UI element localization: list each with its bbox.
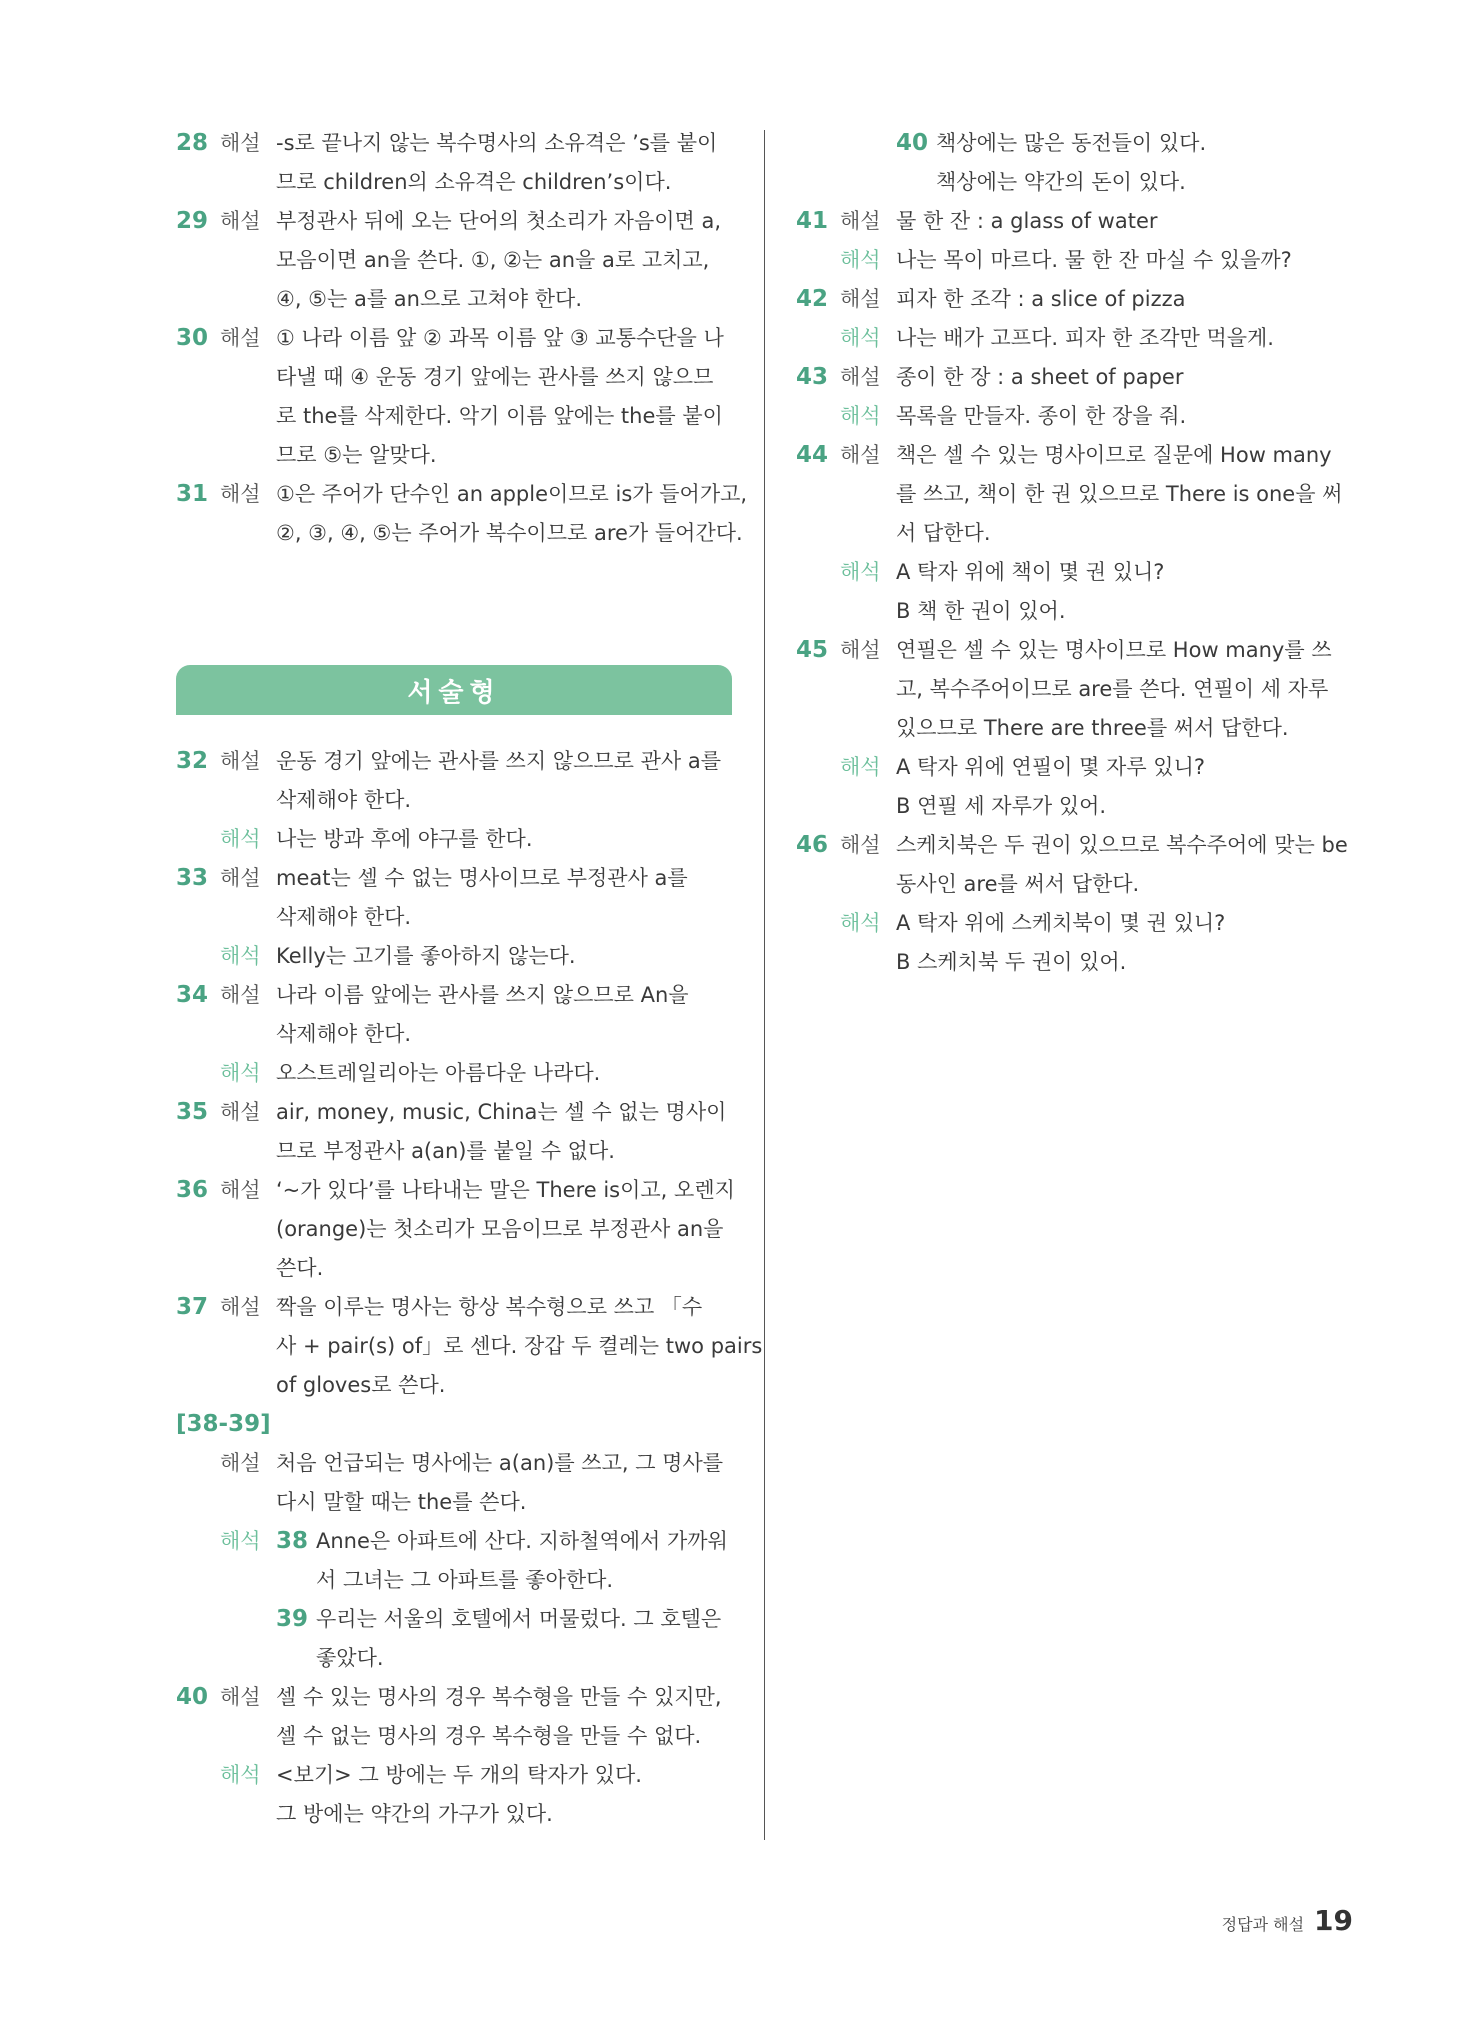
text-line: 처음 언급되는 명사에는 a(an)를 쓰고, 그 명사를 bbox=[276, 1451, 724, 1475]
text-line: 고, 복수주어이므로 are를 쓴다. 연필이 세 자루 bbox=[896, 677, 1329, 701]
question-number: 34 bbox=[176, 982, 209, 1008]
text-line: 스케치북은 두 권이 있으므로 복수주어에 맞는 be bbox=[896, 833, 1348, 857]
text-line: ②, ③, ④, ⑤는 주어가 복수이므로 are가 들어간다. bbox=[276, 521, 743, 545]
explanation-tag: 해설 bbox=[220, 749, 261, 773]
text-line: 운동 경기 앞에는 관사를 쓰지 않으므로 관사 a를 bbox=[276, 749, 722, 773]
question-number: 32 bbox=[176, 748, 209, 774]
text-line: 나는 방과 후에 야구를 한다. bbox=[276, 827, 533, 851]
text-line: 부정관사 뒤에 오는 단어의 첫소리가 자음이면 a, bbox=[276, 209, 722, 233]
answer-entry bbox=[796, 280, 1356, 319]
continued-translation-40 bbox=[796, 124, 1356, 202]
explanation-tag: 해설 bbox=[220, 1100, 261, 1124]
text-line: (orange)는 첫소리가 모음이므로 부정관사 an을 bbox=[276, 1217, 724, 1241]
explanation-tag: 해설 bbox=[220, 1295, 261, 1319]
text-line: 모음이면 an을 쓴다. ①, ②는 an을 a로 고치고, bbox=[276, 248, 710, 272]
explanation-tag: 해설 bbox=[220, 983, 261, 1007]
text-line: of gloves로 쓴다. bbox=[276, 1373, 446, 1397]
question-number: 33 bbox=[176, 865, 209, 891]
text-line: B 스케치북 두 권이 있어. bbox=[896, 950, 1127, 974]
text-line: A 탁자 위에 책이 몇 권 있니? bbox=[896, 560, 1165, 584]
explanation-tag: 해설 bbox=[220, 866, 261, 890]
group-heading: [38-39] bbox=[176, 1411, 271, 1437]
text-line: 셀 수 없는 명사의 경우 복수형을 만들 수 없다. bbox=[276, 1724, 702, 1748]
translation-row bbox=[796, 397, 1356, 436]
question-number: 31 bbox=[176, 481, 209, 507]
translation-tag: 해석 bbox=[220, 827, 261, 851]
translation-row bbox=[796, 241, 1356, 280]
explanation-tag: 해설 bbox=[840, 287, 881, 311]
explanation-tag: 해설 bbox=[840, 833, 881, 857]
group-explanation bbox=[176, 1444, 736, 1522]
text-line: 좋았다. bbox=[316, 1646, 384, 1670]
left-bottom-entries bbox=[176, 742, 763, 1405]
text-line: 오스트레일리아는 아름다운 나라다. bbox=[276, 1061, 601, 1085]
text-line: 목록을 만들자. 종이 한 장을 줘. bbox=[896, 404, 1187, 428]
text-line: 셀 수 있는 명사의 경우 복수형을 만들 수 있지만, bbox=[276, 1685, 722, 1709]
question-number: 28 bbox=[176, 130, 209, 156]
question-number: 37 bbox=[176, 1294, 209, 1320]
question-number: 40 bbox=[176, 1684, 209, 1710]
translation-tag: 해석 bbox=[220, 1763, 261, 1787]
text-line: A 탁자 위에 스케치북이 몇 권 있니? bbox=[896, 911, 1226, 935]
text-line: 쓴다. bbox=[276, 1256, 324, 1280]
text-line: 다시 말할 때는 the를 쓴다. bbox=[276, 1490, 527, 1514]
answer-entry bbox=[796, 631, 1356, 748]
translation-row bbox=[796, 319, 1356, 358]
column-divider bbox=[764, 130, 765, 1840]
explanation-tag: 해설 bbox=[220, 326, 261, 350]
translation-tag: 해석 bbox=[840, 560, 881, 584]
translation-row bbox=[176, 820, 736, 859]
translation-row bbox=[796, 553, 1356, 631]
question-number: 43 bbox=[796, 364, 829, 390]
explanation-tag: 해설 bbox=[220, 131, 261, 155]
question-number: 29 bbox=[176, 208, 209, 234]
text-line: 삭제해야 한다. bbox=[276, 905, 412, 929]
translation-row bbox=[796, 748, 1356, 826]
answer-entry bbox=[176, 319, 736, 475]
explanation-tag: 해설 bbox=[840, 638, 881, 662]
text-line: 므로 부정관사 a(an)를 붙일 수 없다. bbox=[276, 1139, 615, 1163]
text-line: 짝을 이루는 명사는 항상 복수형으로 쓰고 「수 bbox=[276, 1295, 703, 1319]
left-bottom-column bbox=[176, 742, 763, 1834]
text-line: 므로 children의 소유격은 children’s이다. bbox=[276, 170, 672, 194]
page-number: 19 bbox=[1314, 1904, 1353, 1937]
answer-entry bbox=[176, 976, 736, 1054]
right-entries bbox=[796, 202, 1356, 982]
answer-entry-40 bbox=[176, 1678, 736, 1756]
text-line: B 연필 세 자루가 있어. bbox=[896, 794, 1107, 818]
text-line: 동사인 are를 써서 답한다. bbox=[896, 872, 1140, 896]
explanation-tag: 해설 bbox=[840, 443, 881, 467]
text-line: 타낼 때 ④ 운동 경기 앞에는 관사를 쓰지 않으므 bbox=[276, 365, 714, 389]
translation-tag: 해석 bbox=[840, 248, 881, 272]
item-number: 38 bbox=[276, 1528, 309, 1554]
explanation-tag: 해설 bbox=[840, 209, 881, 233]
footer-label: 정답과 해설 bbox=[1221, 1915, 1305, 1934]
explanation-tag: 해설 bbox=[220, 1178, 261, 1202]
answer-entry bbox=[796, 202, 1356, 241]
text-line: A 탁자 위에 연필이 몇 자루 있니? bbox=[896, 755, 1205, 779]
translation-tag: 해석 bbox=[220, 1529, 261, 1553]
item-number: 40 bbox=[896, 130, 929, 156]
right-column bbox=[796, 124, 1356, 982]
explanation-tag: 해설 bbox=[220, 482, 261, 506]
text-line: 서 그녀는 그 아파트를 좋아한다. bbox=[316, 1568, 614, 1592]
text-line: 나는 배가 고프다. 피자 한 조각만 먹을게. bbox=[896, 326, 1274, 350]
text-line: ① 나라 이름 앞 ② 과목 이름 앞 ③ 교통수단을 나 bbox=[276, 326, 724, 350]
question-number: 35 bbox=[176, 1099, 209, 1125]
text-line: 므로 ⑤는 알맞다. bbox=[276, 443, 437, 467]
text-line: 물 한 잔 : a glass of water bbox=[896, 209, 1158, 233]
translation-tag: 해석 bbox=[840, 755, 881, 779]
text-line: 종이 한 장 : a sheet of paper bbox=[896, 365, 1184, 389]
translation-row bbox=[176, 937, 736, 976]
answer-entry bbox=[176, 124, 736, 202]
left-top-entries bbox=[176, 124, 748, 553]
group-38-39 bbox=[176, 1405, 736, 1678]
answer-entry bbox=[176, 475, 748, 553]
answer-entry bbox=[796, 358, 1356, 397]
answer-entry bbox=[796, 826, 1356, 904]
text-line: 삭제해야 한다. bbox=[276, 788, 412, 812]
question-number: 45 bbox=[796, 637, 829, 663]
answer-entry bbox=[176, 202, 736, 319]
text-line: ‘~가 있다’를 나타내는 말은 There is이고, 오렌지 bbox=[276, 1178, 735, 1202]
translation-tag: 해석 bbox=[840, 404, 881, 428]
text-line: 책상에는 많은 동전들이 있다. bbox=[936, 131, 1207, 155]
translation-tag: 해석 bbox=[840, 326, 881, 350]
left-column bbox=[176, 124, 748, 553]
text-line: 우리는 서울의 호텔에서 머물렀다. 그 호텔은 bbox=[316, 1607, 722, 1631]
text-line: 책은 셀 수 있는 명사이므로 질문에 How many bbox=[896, 443, 1332, 467]
text-line: 있으므로 There are three를 써서 답한다. bbox=[896, 716, 1289, 740]
question-number: 30 bbox=[176, 325, 209, 351]
translation-tag: 해석 bbox=[220, 1061, 261, 1085]
answer-entry bbox=[176, 1093, 736, 1171]
text-line: 피자 한 조각 : a slice of pizza bbox=[896, 287, 1186, 311]
question-number: 42 bbox=[796, 286, 829, 312]
explanation-tag: 해설 bbox=[220, 1451, 261, 1475]
text-line: Anne은 아파트에 산다. 지하철역에서 가까워 bbox=[316, 1529, 728, 1553]
text-line: 로 the를 삭제한다. 악기 이름 앞에는 the를 붙이 bbox=[276, 404, 723, 428]
explanation-tag: 해설 bbox=[220, 1685, 261, 1709]
text-line: 연필은 셀 수 있는 명사이므로 How many를 쓰 bbox=[896, 638, 1332, 662]
text-line: 서 답한다. bbox=[896, 521, 991, 545]
question-number: 41 bbox=[796, 208, 829, 234]
answer-entry bbox=[176, 1288, 763, 1405]
question-number: 36 bbox=[176, 1177, 209, 1203]
translation-tag: 해석 bbox=[220, 944, 261, 968]
text-line: 사 + pair(s) of」로 센다. 장갑 두 켤레는 two pairs bbox=[276, 1334, 763, 1358]
text-line: <보기> 그 방에는 두 개의 탁자가 있다. bbox=[276, 1763, 642, 1787]
translation-row bbox=[796, 904, 1356, 982]
text-line: 나는 목이 마르다. 물 한 잔 마실 수 있을까? bbox=[896, 248, 1292, 272]
page-footer bbox=[1222, 1904, 1353, 1937]
text-line: meat는 셀 수 없는 명사이므로 부정관사 a를 bbox=[276, 866, 688, 890]
text-line: 를 쓰고, 책이 한 권 있으므로 There is one을 써 bbox=[896, 482, 1343, 506]
text-line: 그 방에는 약간의 가구가 있다. bbox=[276, 1802, 553, 1826]
item-number: 39 bbox=[276, 1606, 309, 1632]
translation-tag: 해석 bbox=[840, 911, 881, 935]
text-line: 나라 이름 앞에는 관사를 쓰지 않으므로 An을 bbox=[276, 983, 689, 1007]
answer-entry bbox=[796, 436, 1356, 553]
text-line: ①은 주어가 단수인 an apple이므로 is가 들어가고, bbox=[276, 482, 748, 506]
answer-entry bbox=[176, 742, 736, 820]
question-number: 46 bbox=[796, 832, 829, 858]
explanation-tag: 해설 bbox=[220, 209, 261, 233]
translation-row bbox=[176, 1054, 736, 1093]
translation-40 bbox=[176, 1756, 736, 1834]
answer-entry bbox=[176, 1171, 736, 1288]
text-line: ④, ⑤는 a를 an으로 고쳐야 한다. bbox=[276, 287, 582, 311]
text-line: Kelly는 고기를 좋아하지 않는다. bbox=[276, 944, 576, 968]
group-translation-38 bbox=[176, 1522, 736, 1600]
section-banner: 서술형 bbox=[176, 665, 732, 715]
text-line: -s로 끝나지 않는 복수명사의 소유격은 ’s를 붙이 bbox=[276, 131, 718, 155]
explanation-tag: 해설 bbox=[840, 365, 881, 389]
text-line: 삭제해야 한다. bbox=[276, 1022, 412, 1046]
text-line: B 책 한 권이 있어. bbox=[896, 599, 1066, 623]
text-line: 책상에는 약간의 돈이 있다. bbox=[936, 170, 1186, 194]
text-line: air, money, music, China는 셀 수 없는 명사이 bbox=[276, 1100, 727, 1124]
group-translation-39 bbox=[176, 1600, 736, 1678]
question-number: 44 bbox=[796, 442, 829, 468]
answer-entry bbox=[176, 859, 736, 937]
